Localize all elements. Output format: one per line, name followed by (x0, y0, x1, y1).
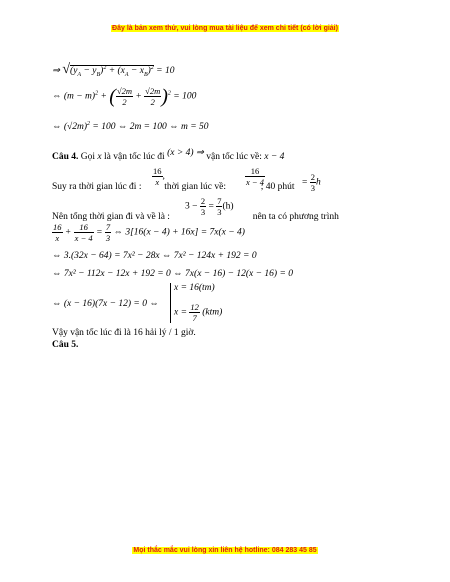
time-return-fraction: $\frac{16}{x - 4}$ (246, 166, 265, 187)
cau4-statement: Câu 4. Gọi x là vận tốc lúc đi (x > 4) ⇒ vận tốc lúc về: x − 4 (52, 148, 285, 162)
solution-2: x = $\frac{12}{7}$ (ktm) (174, 302, 223, 323)
equation-factored: ⇔ (x − 16)(7x − 12) = 0 ⇔ (52, 299, 159, 309)
solution-bracket (170, 283, 171, 323)
hotline-banner: Mọi thắc mắc vui lòng xin liên hệ hotline: 084 283 45 85 (133, 547, 317, 554)
cau4-label: Câu 4. (52, 152, 79, 162)
preview-notice-banner: Đây là bản xem thử, vui lòng mua tài liệu để xem chi tiết (có lời giải) (112, 25, 338, 32)
cau4-total-time: Nên tổng thời gian đi và về là : nên ta có phương trình (52, 212, 339, 222)
cau5-label: Câu 5. (52, 340, 79, 350)
time-going-fraction: $\frac{16}{x}$ , (153, 166, 165, 187)
equation-step-3: ⇔ 7x² − 112x − 12x + 192 = 0 ⇔ 7x(x − 16) − 12(x − 16) = 0 (52, 269, 294, 279)
solution-1: x = 16(tm) (174, 283, 215, 293)
cau4-conclusion: Vậy vận tốc lúc đi là 16 hải lý / 1 giờ. (52, 328, 196, 338)
cau4-times: Suy ra thời gian lúc đi : thời gian lúc về: ; 40 phút (52, 182, 295, 192)
equation-main: $\frac{16}{x}$ + $\frac{16}{x - 4}$ = $\frac{7}{3}$ ⇔ 3[16(x − 4) + 16x] = 7x(x − 4) (53, 222, 245, 243)
equation-distance: ⇒ $√(y_A - y_B)^2 + (x_A - x_B)^2 = 10$ (52, 62, 175, 79)
total-time-expression: 3 − $\frac{2}{3}$ = $\frac{7}{3}$ (h) (185, 196, 234, 217)
forty-minutes-fraction: = $\frac{2}{3}$ h (302, 172, 321, 193)
equation-substitution: ⇔ $(m - m)^2$ + ( $\frac{√2m}{2}$ + $\frac{√2m}{2}$ )$^2$ = 100 (52, 85, 197, 108)
equation-result-m: ⇔ $(√2m)^2 = 100$ ⇔ 2m = 100 ⇔ m = 50 (52, 121, 209, 133)
equation-step-2: ⇔ 3.(32x − 64) = 7x² − 28x ⇔ 7x² − 124x + 192 = 0 (52, 251, 257, 261)
